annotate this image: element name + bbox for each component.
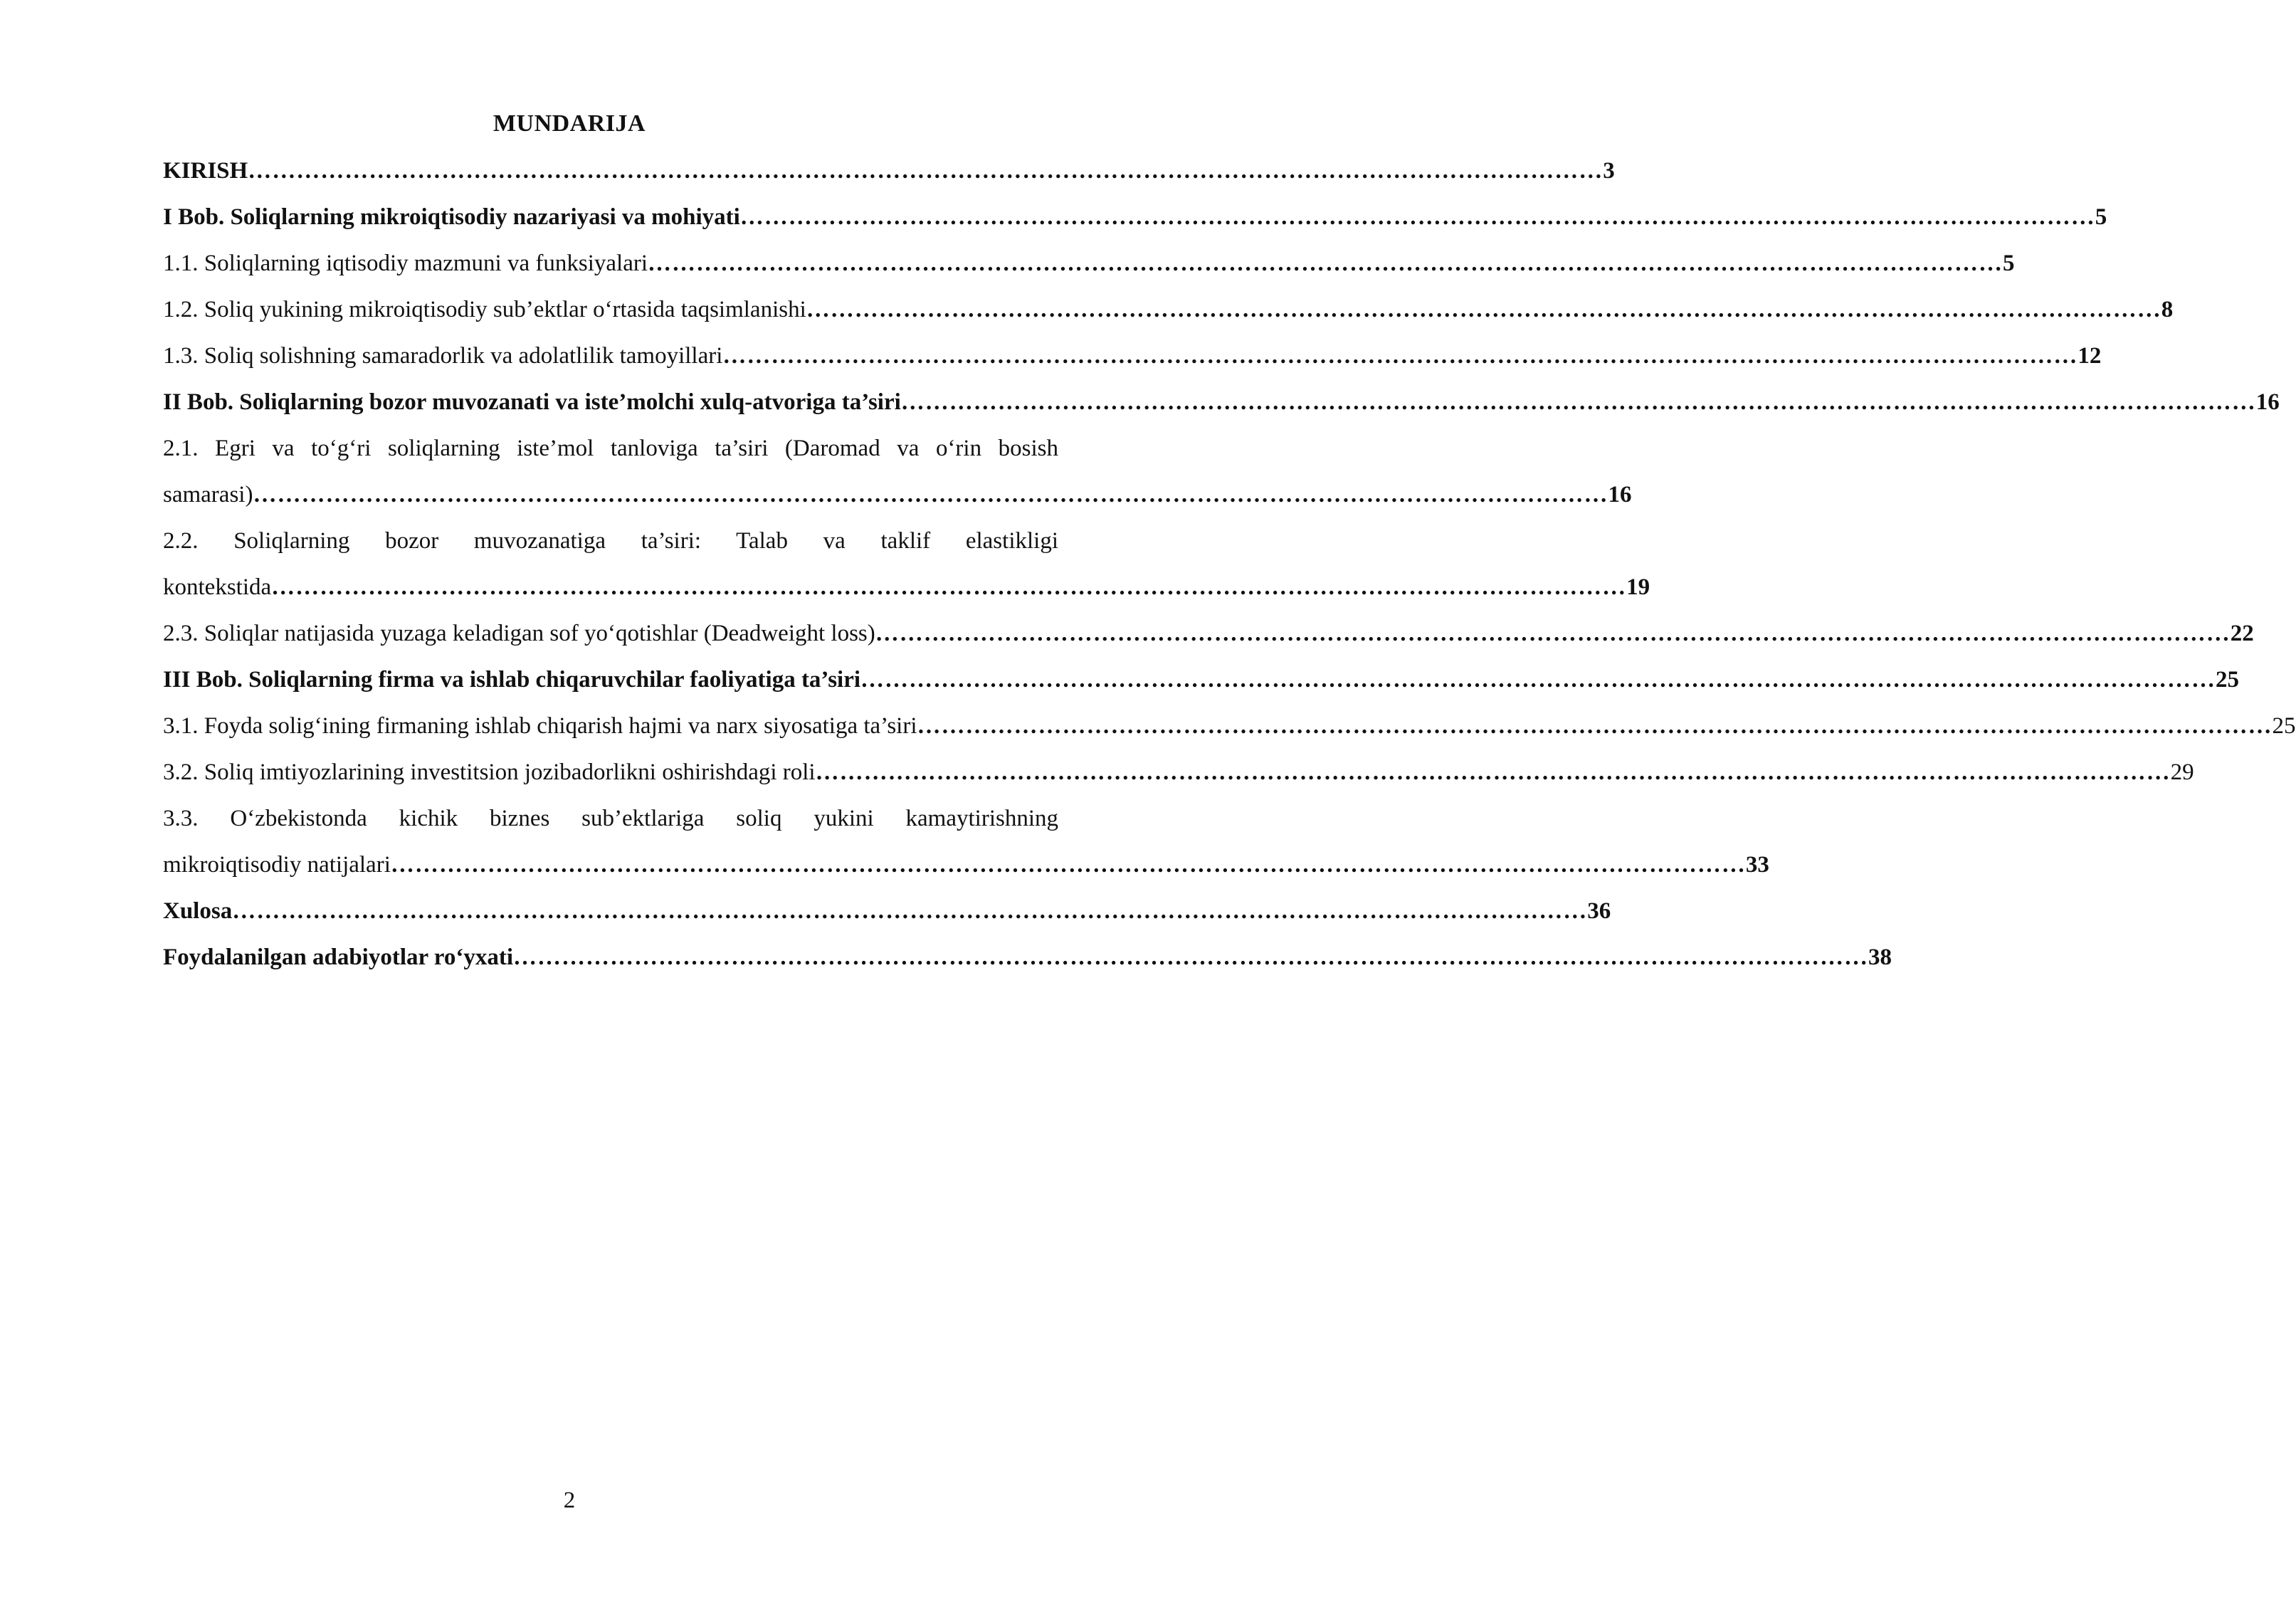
dot-leader: …………………………………………………………………………………………………………………………………………………… [875, 621, 2231, 646]
toc-entry-label-line1: 3.3. O‘zbekistonda kichik biznes sub’ektlariga soliq yukini kamaytirishning [163, 806, 1058, 831]
dot-leader: …………………………………………………………………………………………………………………………………………………… [739, 204, 2095, 230]
dot-leader: …………………………………………………………………………………………………………………………………………………… [722, 343, 2078, 369]
toc-entry-page: 12 [2078, 343, 2102, 369]
toc-entry-label: 1.3. Soliq solishning samaradorlik va adolatlilik tamoyillari [163, 343, 723, 369]
toc-entry-section-1-3[interactable] [163, 333, 2102, 379]
toc-entry-page: 38 [1868, 945, 1892, 970]
toc-entry-page: 19 [1626, 574, 1650, 600]
dot-leader: …………………………………………………………………………………………………………………………………………………… [648, 251, 2003, 276]
toc-entry-label-line1: 2.2. Soliqlarning bozor muvozanatiga ta’siri: Talab va taklif elastikligi [163, 528, 1058, 554]
toc-entry-xulosa[interactable] [163, 888, 1611, 935]
toc-entry-section-1-1[interactable] [163, 241, 2015, 287]
toc-entry-chapter-3[interactable] [163, 657, 2240, 703]
toc-entry-kirish[interactable] [163, 148, 1615, 194]
dot-leader: …………………………………………………………………………………………………………………………………………………… [232, 898, 1588, 924]
dot-leader: …………………………………………………………………………………………………………………………………………………… [390, 852, 1746, 878]
toc-entry-label: mikroiqtisodiy natijalari [163, 852, 391, 878]
dot-leader: …………………………………………………………………………………………………………………………………………………… [248, 158, 1603, 184]
toc-entry-label: 1.2. Soliq yukining mikroiqtisodiy sub’ektlar o‘rtasida taqsimlanishi [163, 297, 806, 322]
toc-entry-page: 25 [2216, 667, 2240, 693]
toc-entry-label: Xulosa [163, 898, 233, 924]
dot-leader: …………………………………………………………………………………………………………………………………………………… [806, 297, 2161, 322]
toc-entry-section-1-2[interactable] [163, 287, 2174, 333]
toc-entry-label: kontekstida [163, 574, 272, 600]
toc-entry-page: 16 [1608, 482, 1632, 507]
toc-entry-page: 25 [2272, 713, 2296, 739]
dot-leader: …………………………………………………………………………………………………………………………………………………… [253, 482, 1608, 507]
toc-entry-label: samarasi) [163, 482, 253, 507]
toc-entry-label: II Bob. Soliqlarning bozor muvozanati va iste’molchi xulq-atvoriga ta’siri [163, 389, 901, 415]
toc-entry-label: 2.3. Soliqlar natijasida yuzaga keladigan sof yo‘qotishlar (Deadweight loss) [163, 621, 875, 646]
page-number: 2 [563, 1488, 576, 1513]
toc-entry-section-3-2[interactable] [163, 749, 2194, 796]
dot-leader: …………………………………………………………………………………………………………………………………………………… [860, 667, 2216, 693]
toc-entry-page: 5 [2003, 251, 2015, 276]
toc-entry-section-2-1[interactable] [163, 426, 1632, 518]
table-of-contents [163, 148, 2296, 981]
dot-leader: …………………………………………………………………………………………………………………………………………………… [513, 945, 1869, 970]
toc-entry-chapter-2[interactable] [163, 379, 2280, 426]
toc-entry-label: 3.1. Foyda solig‘ining firmaning ishlab chiqarish hajmi va narx siyosatiga ta’siri [163, 713, 917, 739]
toc-entry-page: 22 [2230, 621, 2254, 646]
toc-entry-page: 36 [1587, 898, 1611, 924]
toc-entry-references[interactable] [163, 935, 1892, 981]
toc-entry-page: 5 [2095, 204, 2107, 230]
toc-heading: MUNDARIJA [493, 110, 646, 137]
dot-leader: …………………………………………………………………………………………………………………………………………………… [815, 759, 2171, 785]
toc-entry-page: 3 [1603, 158, 1615, 184]
toc-entry-page: 29 [2170, 759, 2194, 785]
toc-entry-label: KIRISH [163, 158, 248, 184]
toc-entry-page: 33 [1745, 852, 1769, 878]
toc-entry-page: 16 [2255, 389, 2280, 415]
toc-entry-label: I Bob. Soliqlarning mikroiqtisodiy nazariyasi va mohiyati [163, 204, 740, 230]
dot-leader: …………………………………………………………………………………………………………………………………………………… [271, 574, 1627, 600]
toc-entry-section-3-3[interactable] [163, 796, 1769, 888]
toc-entry-label: Foydalanilgan adabiyotlar ro‘yxati [163, 945, 514, 970]
toc-entry-label: 3.2. Soliq imtiyozlarining investitsion jozibadorlikni oshirishdagi roli [163, 759, 816, 785]
toc-entry-label: III Bob. Soliqlarning firma va ishlab chiqaruvchilar faoliyatiga ta’siri [163, 667, 861, 693]
toc-entry-section-2-3[interactable] [163, 611, 2254, 657]
toc-entry-label: 1.1. Soliqlarning iqtisodiy mazmuni va funksiyalari [163, 251, 648, 276]
dot-leader: …………………………………………………………………………………………………………………………………………………… [900, 389, 2256, 415]
toc-entry-page: 8 [2161, 297, 2174, 322]
toc-entry-chapter-1[interactable] [163, 194, 2107, 241]
toc-entry-section-3-1[interactable] [163, 703, 2296, 749]
toc-entry-section-2-2[interactable] [163, 518, 1650, 611]
toc-entry-label-line1: 2.1. Egri va to‘g‘ri soliqlarning iste’mol tanloviga ta’siri (Daromad va o‘rin bosish [163, 436, 1058, 461]
dot-leader: …………………………………………………………………………………………………………………………………………………… [917, 713, 2273, 739]
